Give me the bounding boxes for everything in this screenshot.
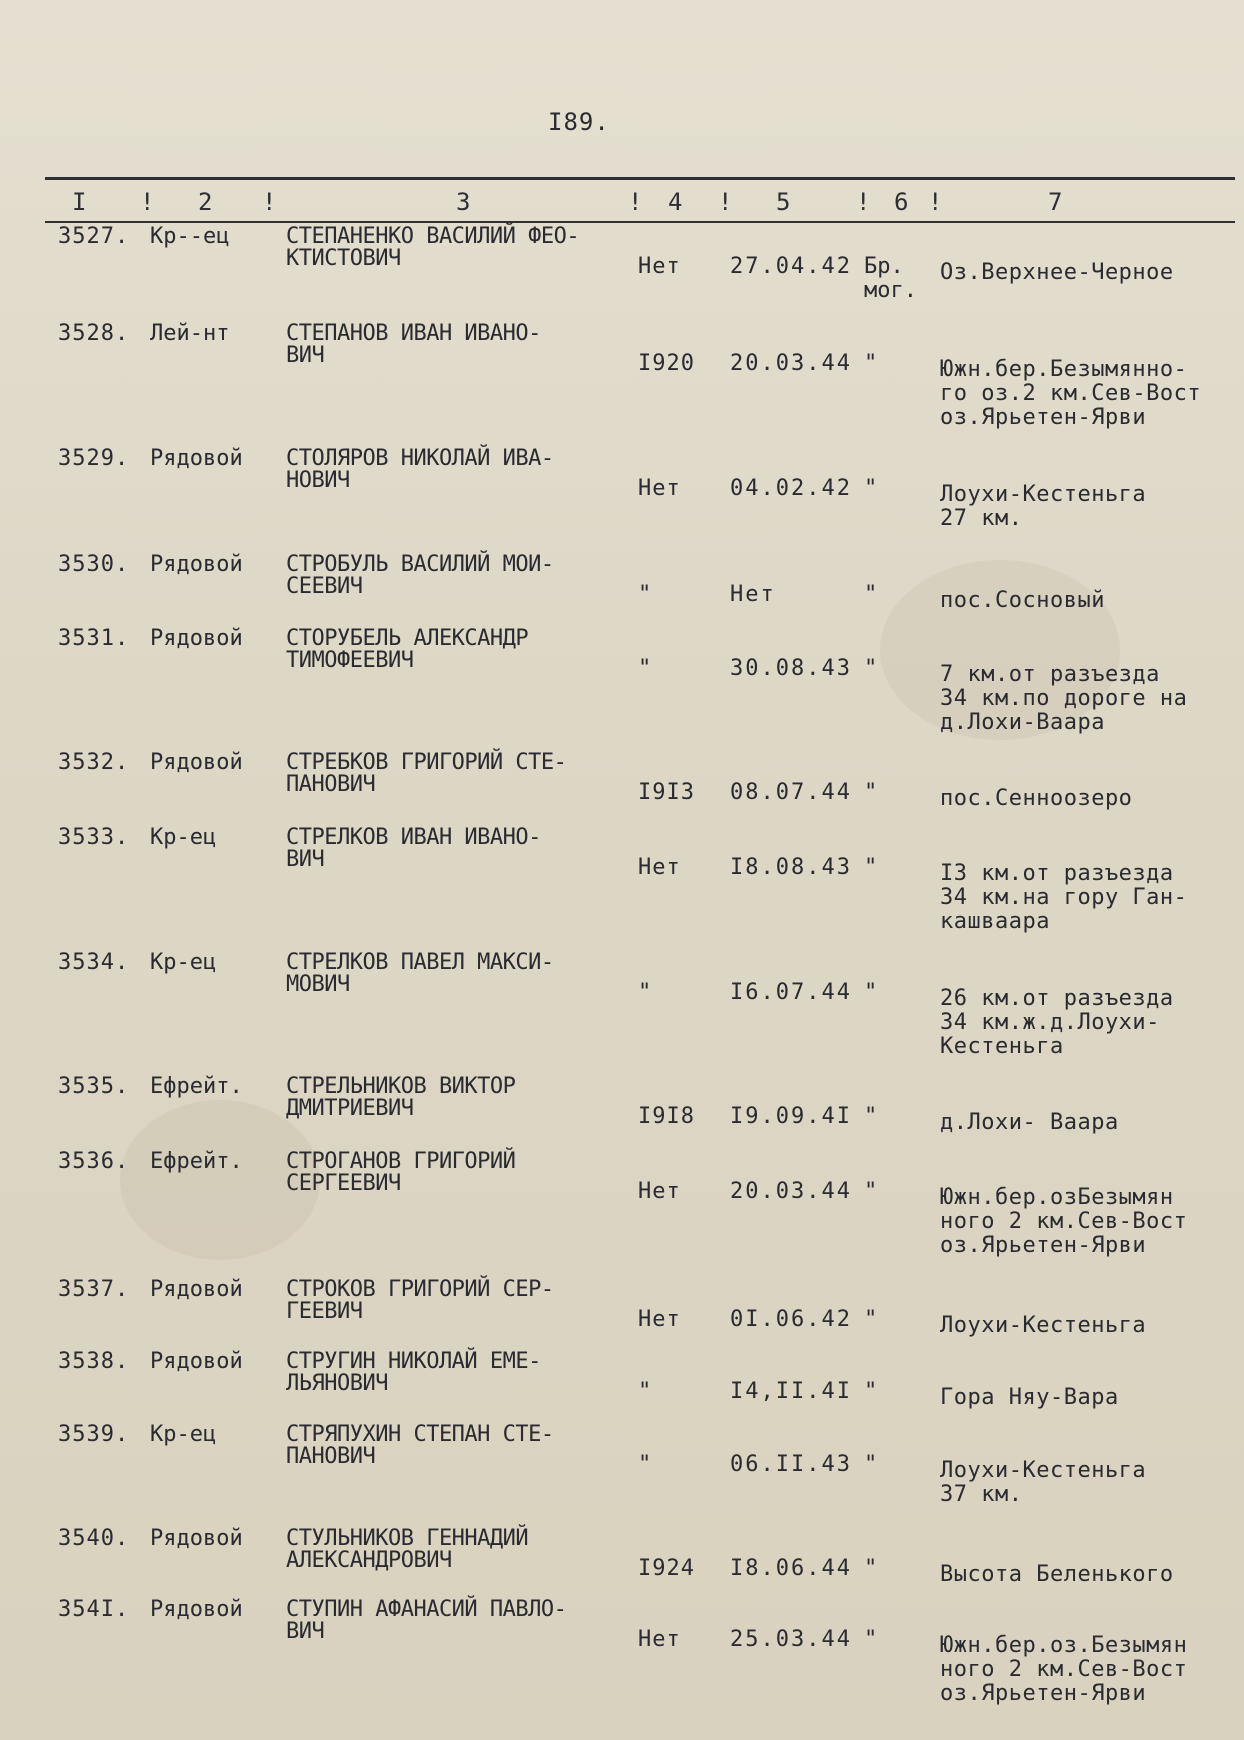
record-number: 3540. (58, 1526, 130, 1551)
header-separator: ! (718, 188, 733, 216)
burial-place-line: 34 км.ж.д.Лоухи- (940, 1010, 1160, 1035)
page-number: I89. (548, 108, 610, 136)
full-name-line-2: АЛЕКСАНДРОВИЧ (286, 1548, 452, 1573)
record-number: 3527. (58, 224, 130, 249)
military-rank: Лей-нт (150, 321, 230, 346)
full-name-line-1: СТУЛЬНИКОВ ГЕННАДИЙ (286, 1526, 529, 1551)
birth-year: Нет (638, 476, 681, 501)
full-name-line-2: СЕЕВИЧ (286, 574, 363, 599)
burial-place-line: Оз.Верхнее-Черное (940, 260, 1174, 285)
header-col-2: 2 (198, 188, 213, 216)
header-col-1: I (72, 188, 87, 216)
burial-type-line-1: Бр. (864, 254, 904, 279)
death-date: I8.08.43 (730, 855, 852, 880)
burial-place-line: кашваара (940, 909, 1050, 934)
full-name-line-1: СТРУГИН НИКОЛАЙ ЕМЕ- (286, 1349, 541, 1374)
burial-place-line: Южн.бер.оз.Безымян (940, 1633, 1188, 1658)
burial-place-line: 7 км.от разъезда (940, 662, 1160, 687)
burial-place-line: оз.Ярьетен-Ярви (940, 405, 1147, 430)
header-col-7: 7 (1048, 188, 1063, 216)
military-rank: Рядовой (150, 1277, 243, 1302)
full-name-line-2: ПАНОВИЧ (286, 1444, 376, 1469)
full-name-line-2: ВИЧ (286, 847, 325, 872)
header-col-5: 5 (776, 188, 791, 216)
burial-place-line: 26 км.от разъезда (940, 986, 1174, 1011)
full-name-line-2: НОВИЧ (286, 468, 350, 493)
burial-type-line-1: " (864, 1307, 878, 1332)
death-date: I9.09.4I (730, 1104, 852, 1129)
header-col-3: 3 (456, 188, 471, 216)
burial-place-line: го оз.2 км.Сев-Вост (940, 381, 1202, 406)
full-name-line-1: СТРЕБКОВ ГРИГОРИЙ СТЕ- (286, 750, 567, 775)
header-col-4: 4 (668, 188, 683, 216)
record-number: 3532. (58, 750, 130, 775)
burial-type-line-1: " (864, 476, 878, 501)
death-date: I6.07.44 (730, 980, 852, 1005)
burial-type-line-1: " (864, 656, 878, 681)
full-name-line-1: СТРЯПУХИН СТЕПАН СТЕ- (286, 1422, 554, 1447)
military-rank: Кр-ец (150, 825, 217, 850)
record-number: 3539. (58, 1422, 130, 1447)
full-name-line-1: СТЕПАНОВ ИВАН ИВАНО- (286, 321, 541, 346)
burial-place-line: Кестеньга (940, 1034, 1064, 1059)
header-separator: ! (928, 188, 943, 216)
burial-type-line-1: " (864, 1379, 878, 1404)
burial-type-line-1: " (864, 980, 878, 1005)
military-rank: Рядовой (150, 552, 243, 577)
birth-year: I9I8 (638, 1104, 695, 1129)
full-name-line-2: СЕРГЕЕВИЧ (286, 1171, 401, 1196)
birth-year: I9I3 (638, 780, 695, 805)
full-name-line-1: СТРОГАНОВ ГРИГОРИЙ (286, 1149, 516, 1174)
full-name-line-1: СТОРУБЕЛЬ АЛЕКСАНДР (286, 626, 529, 651)
burial-place-line: 37 км. (940, 1482, 1023, 1507)
burial-place-line: 27 км. (940, 506, 1023, 531)
full-name-line-2: ВИЧ (286, 343, 325, 368)
burial-place-line: Лоухи-Кестеньга (940, 1458, 1147, 1483)
military-rank: Рядовой (150, 750, 243, 775)
record-number: 354I. (58, 1597, 130, 1622)
death-date: 06.II.43 (730, 1452, 852, 1477)
birth-year: Нет (638, 1627, 681, 1652)
burial-type-line-1: " (864, 1104, 878, 1129)
full-name-line-1: СТОЛЯРОВ НИКОЛАЙ ИВА- (286, 446, 554, 471)
burial-place-line: оз.Ярьетен-Ярви (940, 1681, 1147, 1706)
military-rank: Рядовой (150, 626, 243, 651)
military-rank: Рядовой (150, 1526, 243, 1551)
birth-year: " (638, 582, 653, 607)
birth-year: " (638, 1452, 653, 1477)
full-name-line-1: СТРЕЛКОВ ИВАН ИВАНО- (286, 825, 541, 850)
military-rank: Кр-ец (150, 1422, 217, 1447)
military-rank: Кр--ец (150, 224, 230, 249)
birth-year: " (638, 1379, 653, 1404)
burial-place-line: Гора Няу-Вара (940, 1385, 1119, 1410)
full-name-line-1: СТРЕЛЬНИКОВ ВИКТОР (286, 1074, 516, 1099)
full-name-line-2: КТИСТОВИЧ (286, 246, 401, 271)
full-name-line-2: ПАНОВИЧ (286, 772, 376, 797)
burial-place-line: ного 2 км.Сев-Вост (940, 1657, 1188, 1682)
header-col-6: 6 (894, 188, 909, 216)
military-rank: Рядовой (150, 1349, 243, 1374)
death-date: I4,II.4I (730, 1379, 852, 1404)
header-separator: ! (262, 188, 277, 216)
burial-place-line: 34 км.на гору Ган- (940, 885, 1188, 910)
death-date: 20.03.44 (730, 351, 852, 376)
birth-year: Нет (638, 1179, 681, 1204)
full-name-line-2: ВИЧ (286, 1619, 325, 1644)
burial-place-line: Лоухи-Кестеньга (940, 1313, 1147, 1338)
death-date: 04.02.42 (730, 476, 852, 501)
record-number: 3528. (58, 321, 130, 346)
full-name-line-1: СТРОКОВ ГРИГОРИЙ СЕР- (286, 1277, 554, 1302)
full-name-line-1: СТЕПАНЕНКО ВАСИЛИЙ ФЕО- (286, 224, 580, 249)
burial-place-line: ного 2 км.Сев-Вост (940, 1209, 1188, 1234)
birth-year: I924 (638, 1556, 695, 1581)
birth-year: Нет (638, 855, 681, 880)
table-top-rule (45, 177, 1235, 180)
full-name-line-2: ГЕЕВИЧ (286, 1299, 363, 1324)
record-number: 3533. (58, 825, 130, 850)
burial-place-line: Южн.бер.озБезымян (940, 1185, 1174, 1210)
burial-place-line: I3 км.от разъезда (940, 861, 1174, 886)
full-name-line-1: СТУПИН АФАНАСИЙ ПАВЛО- (286, 1597, 567, 1622)
burial-place-line: д.Лохи-Ваара (940, 710, 1105, 735)
military-rank: Рядовой (150, 1597, 243, 1622)
military-rank: Кр-ец (150, 950, 217, 975)
birth-year: " (638, 980, 653, 1005)
burial-type-line-1: " (864, 1556, 878, 1581)
death-date: 30.08.43 (730, 656, 852, 681)
death-date: 0I.06.42 (730, 1307, 852, 1332)
full-name-line-2: ДМИТРИЕВИЧ (286, 1096, 414, 1121)
record-number: 3530. (58, 552, 130, 577)
full-name-line-2: ЛЬЯНОВИЧ (286, 1371, 388, 1396)
death-date: 08.07.44 (730, 780, 852, 805)
record-number: 3534. (58, 950, 130, 975)
birth-year: Нет (638, 1307, 681, 1332)
record-number: 3538. (58, 1349, 130, 1374)
military-rank: Рядовой (150, 446, 243, 471)
burial-place-line: 34 км.по дороге на (940, 686, 1188, 711)
birth-year: Нет (638, 254, 681, 279)
record-number: 3537. (58, 1277, 130, 1302)
burial-place-line: Южн.бер.Безымянно- (940, 357, 1188, 382)
burial-type-line-1: " (864, 1627, 878, 1652)
burial-type-line-1: " (864, 351, 878, 376)
death-date: 20.03.44 (730, 1179, 852, 1204)
burial-type-line-1: " (864, 855, 878, 880)
death-date: 27.04.42 (730, 254, 852, 279)
record-number: 3529. (58, 446, 130, 471)
military-rank: Ефрейт. (150, 1149, 243, 1174)
death-date: I8.06.44 (730, 1556, 852, 1581)
burial-place-line: пос.Сосновый (940, 588, 1105, 613)
burial-type-line-1: " (864, 1179, 878, 1204)
burial-type-line-1: " (864, 1452, 878, 1477)
burial-type-line-2: мог. (864, 278, 917, 303)
burial-type-line-1: " (864, 582, 878, 607)
burial-type-line-1: " (864, 780, 878, 805)
burial-place-line: Лоухи-Кестеньга (940, 482, 1147, 507)
birth-year: " (638, 656, 653, 681)
header-separator: ! (140, 188, 155, 216)
record-number: 3536. (58, 1149, 130, 1174)
birth-year: I920 (638, 351, 695, 376)
table-header (0, 188, 1244, 216)
record-number: 3531. (58, 626, 130, 651)
burial-place-line: оз.Ярьетен-Ярви (940, 1233, 1147, 1258)
full-name-line-2: МОВИЧ (286, 972, 350, 997)
burial-place-line: д.Лохи- Ваара (940, 1110, 1119, 1135)
death-date: 25.03.44 (730, 1627, 852, 1652)
full-name-line-2: ТИМОФЕЕВИЧ (286, 648, 414, 673)
death-date: Нет (730, 582, 776, 607)
table-header-rule (45, 221, 1235, 223)
header-separator: ! (856, 188, 871, 216)
record-number: 3535. (58, 1074, 130, 1099)
military-rank: Ефрейт. (150, 1074, 243, 1099)
burial-place-line: пос.Сенноозеро (940, 786, 1133, 811)
full-name-line-1: СТРОБУЛЬ ВАСИЛИЙ МОИ- (286, 552, 554, 577)
burial-place-line: Высота Беленького (940, 1562, 1174, 1587)
full-name-line-1: СТРЕЛКОВ ПАВЕЛ МАКСИ- (286, 950, 554, 975)
header-separator: ! (628, 188, 643, 216)
